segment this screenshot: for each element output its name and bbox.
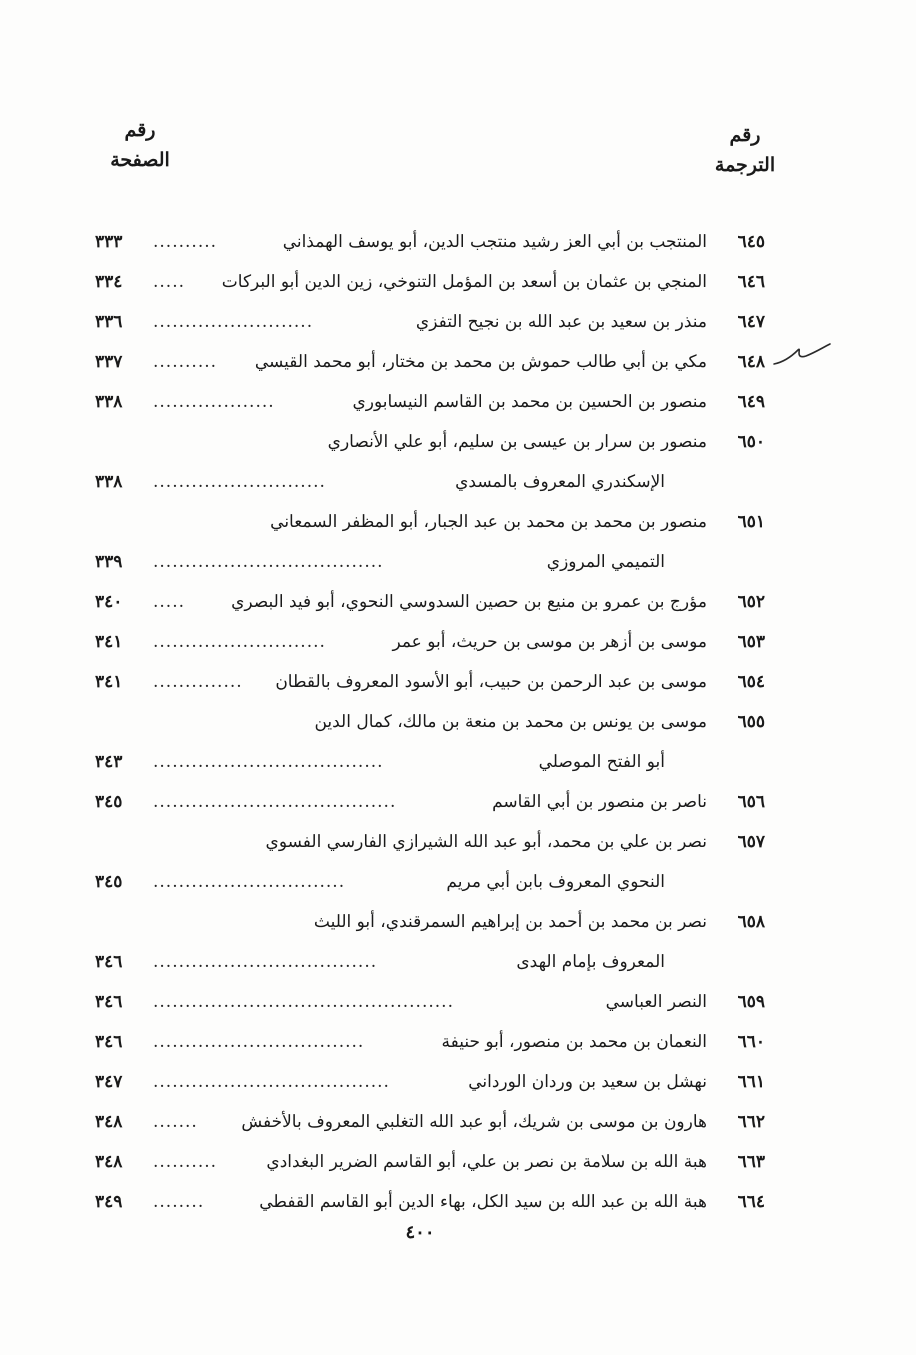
leader-dots: .................................: [153, 1032, 365, 1052]
entry-page-number: ٣٤٧: [95, 1072, 123, 1092]
entry-title: موسى بن عبد الرحمن بن حبيب، أبو الأسود المعروف بالقطان: [275, 672, 707, 692]
entry-number: ٦٤٥: [737, 232, 765, 252]
entry-page-number: ٣٣٣: [95, 232, 123, 252]
index-entry-row: [95, 902, 765, 942]
entry-title: مكي بن أبي طالب حموش بن محمد بن مختار، أبو محمد القيسي: [254, 352, 707, 372]
entry-title: موسى بن أزهر بن موسى بن حريث، أبو عمر: [392, 632, 707, 652]
entry-page-number: ٣٤٨: [95, 1152, 123, 1172]
entry-number: ٦٦١: [737, 1072, 765, 1092]
entry-title: المنتجب بن أبي العز رشيد منتجب الدين، أبو يوسف الهمذاني: [282, 232, 707, 252]
leader-dots: .......: [153, 1112, 198, 1132]
entry-page-number: ٣٤٩: [95, 1192, 123, 1212]
folio-page-number: ٤٠٠: [405, 1222, 435, 1243]
entry-page-number: ٣٣٨: [95, 472, 123, 492]
entry-page-ref: [95, 262, 185, 302]
entry-page-ref: [95, 1182, 204, 1222]
entry-page-number: ٣٣٦: [95, 312, 123, 332]
entry-number: ٦٦٣: [737, 1152, 765, 1172]
entry-title: نصر بن علي بن محمد، أبو عبد الله الشيرازي الفارسي الفسوي: [265, 832, 707, 852]
index-entry-row: [95, 262, 765, 302]
entry-page-ref: [95, 382, 275, 422]
leader-dots: ....................................: [153, 752, 384, 772]
entry-page-number: ٣٣٩: [95, 552, 123, 572]
index-entry-row: [95, 822, 765, 862]
index-entry-row: [95, 1142, 765, 1182]
entry-page-ref: [95, 302, 313, 342]
entry-title: منذر بن سعيد بن عبد الله بن نجيح التفزي: [415, 312, 707, 332]
entry-title: نصر بن محمد بن أحمد بن إبراهيم السمرقندي، أبو الليث: [313, 912, 707, 932]
index-entry-row: [95, 742, 765, 782]
entry-number: ٦٦٤: [737, 1192, 765, 1212]
entry-page-number: ٣٤٦: [95, 1032, 123, 1052]
leader-dots: .....: [153, 272, 186, 292]
entry-page-ref: [95, 542, 384, 582]
index-entry-row: [95, 582, 765, 622]
entry-page-number: ٣٣٨: [95, 392, 123, 412]
entry-number: ٦٥٢: [737, 592, 765, 612]
leader-dots: ...................: [153, 392, 275, 412]
page-number-header: [90, 115, 190, 175]
entry-page-ref: [95, 1062, 390, 1102]
leader-dots: ..............................: [153, 872, 346, 892]
entry-page-ref: [95, 1022, 364, 1062]
leader-dots: ..........: [153, 232, 218, 252]
entry-title: التميمي المروزي: [546, 552, 665, 572]
index-entry-row: [95, 942, 765, 982]
index-entry-row: [95, 982, 765, 1022]
leader-dots: ........: [153, 1192, 205, 1212]
entry-title: منصور بن سرار بن عيسى بن سليم، أبو علي الأنصاري: [327, 432, 707, 452]
entry-number: ٦٥٦: [737, 792, 765, 812]
entry-page-ref: [95, 782, 396, 822]
leader-dots: .....: [153, 592, 186, 612]
page-header-line1: رقم: [124, 119, 156, 141]
index-entry-row: [95, 662, 765, 702]
entry-number: ٦٥٣: [737, 632, 765, 652]
entry-title: النحوي المعروف بابن أبي مريم: [446, 872, 665, 892]
index-entry-row: [95, 782, 765, 822]
entry-number: ٦٤٧: [737, 312, 765, 332]
index-entry-row: [95, 1022, 765, 1062]
leader-dots: ..............: [153, 672, 243, 692]
entry-number: ٦٥١: [737, 512, 765, 532]
entry-page-number: ٣٤٥: [95, 872, 123, 892]
index-entry-row: [95, 302, 765, 342]
entry-title: هبة الله بن سلامة بن نصر بن علي، أبو القاسم الضرير البغدادي: [266, 1152, 707, 1172]
entry-header-line2: الترجمة: [714, 154, 776, 176]
index-entry-row: [95, 502, 765, 542]
entry-page-number: ٣٤١: [95, 632, 123, 652]
leader-dots: .....................................: [153, 1072, 390, 1092]
entry-number: ٦٥٠: [737, 432, 765, 452]
entry-number: ٦٤٩: [737, 392, 765, 412]
entry-header-line1: رقم: [729, 124, 761, 146]
leader-dots: ...................................: [153, 952, 378, 972]
entry-page-ref: [95, 662, 243, 702]
entry-title: أبو الفتح الموصلي: [538, 752, 665, 772]
entry-page-number: ٣٣٤: [95, 272, 123, 292]
leader-dots: ...............................................: [153, 992, 454, 1012]
entry-number: ٦٦٠: [737, 1032, 765, 1052]
index-entry-row: [95, 1062, 765, 1102]
index-entry-row: [95, 222, 765, 262]
entry-number: ٦٥٤: [737, 672, 765, 692]
entry-number: ٦٥٥: [737, 712, 765, 732]
entry-page-ref: [95, 342, 217, 382]
leader-dots: ...........................: [153, 632, 326, 652]
entry-title: نهشل بن سعيد بن وردان الورداني: [468, 1072, 707, 1092]
entry-page-ref: [95, 1102, 198, 1142]
entry-page-number: ٣٤١: [95, 672, 123, 692]
entry-page-number: ٣٤٨: [95, 1112, 123, 1132]
entry-page-ref: [95, 222, 217, 262]
entry-page-ref: [95, 462, 326, 502]
entry-page-number: ٣٣٧: [95, 352, 123, 372]
entry-number: ٦٥٨: [737, 912, 765, 932]
entry-number: ٦٥٩: [737, 992, 765, 1012]
entry-title: منصور بن الحسين بن محمد بن القاسم النيسابوري: [352, 392, 707, 412]
entry-page-number: ٣٤٠: [95, 592, 123, 612]
index-entries-list: [95, 222, 765, 1222]
index-entry-row: [95, 462, 765, 502]
entry-number-header: [700, 120, 790, 180]
index-entry-row: [95, 702, 765, 742]
entry-page-ref: [95, 622, 326, 662]
entry-number: ٦٥٧: [737, 832, 765, 852]
index-entry-row: [95, 542, 765, 582]
index-entry-row: [95, 1102, 765, 1142]
index-entry-row: [95, 622, 765, 662]
entry-title: هبة الله بن عبد الله بن سيد الكل، بهاء الدين أبو القاسم القفطي: [259, 1192, 707, 1212]
entry-page-ref: [95, 1142, 217, 1182]
leader-dots: ......................................: [153, 792, 397, 812]
entry-page-number: ٣٤٦: [95, 952, 123, 972]
entry-page-ref: [95, 942, 377, 982]
index-entry-row: [95, 342, 765, 382]
entry-title: هارون بن موسى بن شريك، أبو عبد الله التغلبي المعروف بالأخفش: [241, 1112, 707, 1132]
entry-page-number: ٣٤٦: [95, 992, 123, 1012]
entry-page-ref: [95, 742, 384, 782]
index-entry-row: [95, 1182, 765, 1222]
entry-title: موسى بن يونس بن محمد بن منعة بن مالك، كمال الدين: [314, 712, 707, 732]
entry-page-number: ٣٤٥: [95, 792, 123, 812]
entry-title: الإسكندري المعروف بالمسدي: [455, 472, 665, 492]
entry-number: ٦٤٨: [737, 352, 765, 372]
entry-number: ٦٦٢: [737, 1112, 765, 1132]
handwritten-check-mark: [772, 342, 832, 368]
index-entry-row: [95, 862, 765, 902]
entry-title: المعروف بإمام الهدى: [516, 952, 665, 972]
leader-dots: ..........: [153, 352, 218, 372]
leader-dots: ..........: [153, 1152, 218, 1172]
leader-dots: ...........................: [153, 472, 326, 492]
entry-page-ref: [95, 582, 185, 622]
index-entry-row: [95, 422, 765, 462]
entry-title: النصر العباسي: [605, 992, 707, 1012]
entry-title: النعمان بن محمد بن منصور، أبو حنيفة: [441, 1032, 707, 1052]
entry-page-ref: [95, 862, 345, 902]
entry-page-ref: [95, 982, 454, 1022]
entry-title: ناصر بن منصور بن أبي القاسم: [492, 792, 707, 812]
entry-number: ٦٤٦: [737, 272, 765, 292]
entry-title: المنجي بن عثمان بن أسعد بن المؤمل التنوخي، زين الدين أبو البركات: [221, 272, 707, 292]
leader-dots: ....................................: [153, 552, 384, 572]
page-header-line2: الصفحة: [110, 149, 170, 171]
entry-page-number: ٣٤٣: [95, 752, 123, 772]
entry-title: مؤرج بن عمرو بن منيع بن حصين السدوسي النحوي، أبو فيد البصري: [231, 592, 707, 612]
entry-title: منصور بن محمد بن محمد بن عبد الجبار، أبو المظفر السمعاني: [270, 512, 707, 532]
index-entry-row: [95, 382, 765, 422]
leader-dots: .........................: [153, 312, 314, 332]
